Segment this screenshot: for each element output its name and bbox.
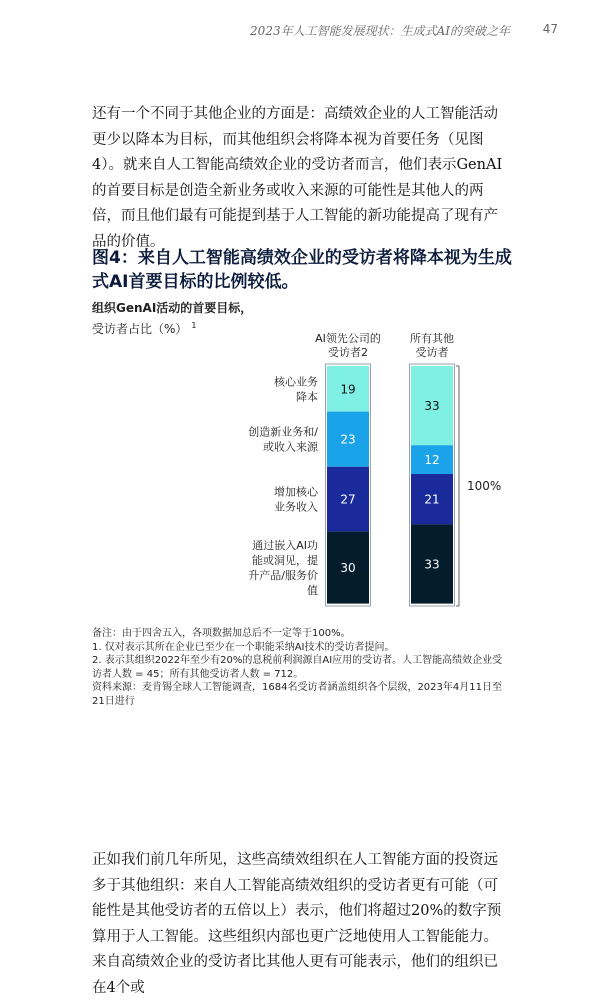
category-label: 所有其他受访者 [410,332,454,359]
body-paragraph-2: 正如我们前几年所见，这些高绩效组织在人工智能方面的投资远多于其他组织：来自人工智能高绩效组织的受访者更有可能（可能性是其他受访者的五倍以上）表示，他们将超过20%的数字预算用于人工智能。这些组织内部也更广泛地使用人工智能能力。来自高绩效企业的受访者比其他人更有可能表示，他们的组织已在4个或 [92,852,502,996]
series-label: 核心业务降本 [274,375,318,404]
note-rounding: 备注：由于四舍五入，各项数据加总后不一定等于100%。 [92,628,351,639]
data-label: 33 [424,399,440,414]
data-label: 33 [424,557,440,572]
footnote-1: 1. 仅对表示其所在企业已至少在一个职能采纳AI技术的受访者提问。 [92,641,395,653]
figure-notes [92,627,512,708]
data-label: 23 [340,432,356,447]
figure-subtitle-unit: 受访者占比（%） [92,322,188,336]
series-label: 创造新业务和/或收入来源 [248,425,318,454]
running-title: 2023年人工智能发展现状：生成式AI的突破之年 [250,24,510,38]
data-label: 30 [340,561,356,576]
body-paragraph-1: 还有一个不同于其他企业的方面是：高绩效企业的人工智能活动更少以降本为目标，而其他组织会将降本视为首要任务（见图4）。就来自人工智能高绩效企业的受访者而言，他们表示GenAI的首要目标是创造全新业务或收入来源的可能性是其他人的两倍，而且他们最有可能提到基于人工智能的新功能提高了现有产品的价值。 [92,106,503,250]
series-label: 增加核心业务收入 [274,485,318,514]
stacked-bar-chart [0,330,600,620]
figure-subtitle-bold: 组织GenAI活动的首要目标， [92,301,253,315]
series-label: 通过嵌入AI功能或洞见，提升产品/服务价值 [248,539,318,598]
source-note: 资料来源：麦肯锡全球人工智能调查，1684名受访者涵盖组织各个层级，2023年4月11日至21日进行 [92,682,502,707]
category-label: AI领先公司的受访者2 [315,332,381,359]
data-label: 12 [424,453,440,468]
footnote-2: 2. 表示其组织2022年至少有20%的息税前利润源自AI应用的受访者。人工智能高绩效企业受访者人数 = 45；所有其他受访者人数 = 712。 [92,655,503,680]
data-label: 21 [424,492,440,507]
data-label: 19 [340,382,356,397]
figure-title: 图4：来自人工智能高绩效企业的受访者将降本视为生成式AI首要目标的比例较低。 [92,248,512,292]
data-label: 27 [340,492,356,507]
figure-subtitle-sup: 1 [191,321,197,330]
total-label: 100% [467,479,502,493]
page-number: 47 [542,22,558,36]
